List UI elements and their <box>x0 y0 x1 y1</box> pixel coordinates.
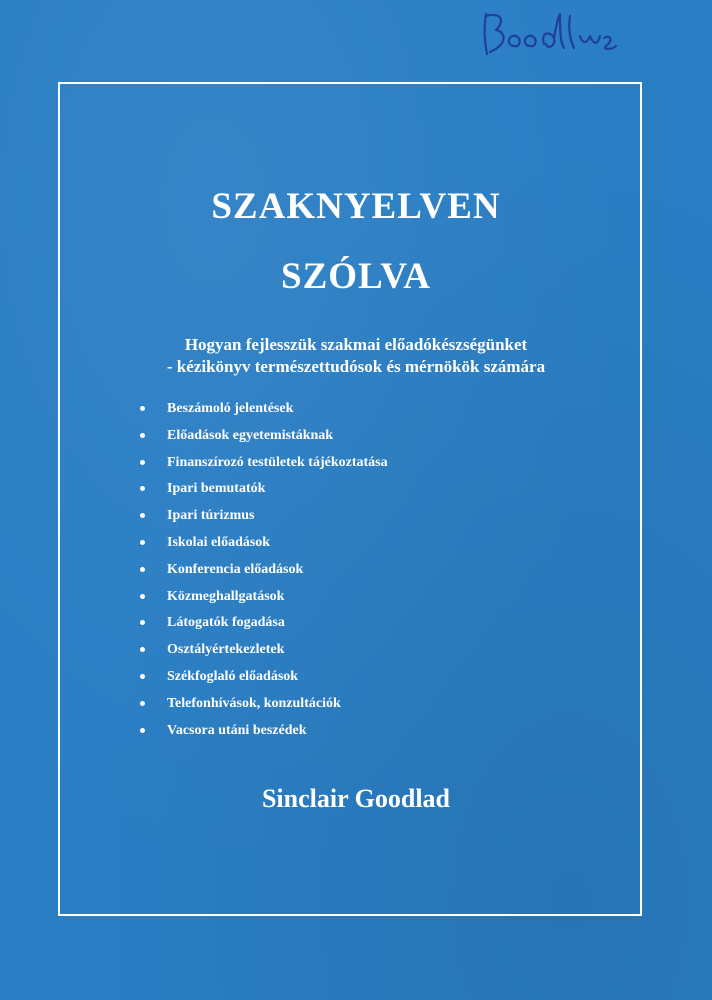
topics-list <box>140 398 388 746</box>
topic-label: Finanszírozó testületek tájékoztatása <box>167 454 388 470</box>
topic-label: Ipari bemutatók <box>167 481 266 497</box>
subtitle-line-1: Hogyan fejlesszük szakmai előadókészségünket <box>184 335 528 354</box>
topic-item <box>140 452 388 479</box>
bullet-icon <box>140 486 145 491</box>
topic-label: Székfoglaló előadások <box>167 668 299 684</box>
book-title-line-2: SZÓLVA <box>281 256 431 297</box>
handwritten-signature <box>478 6 618 68</box>
book-subtitle <box>0 334 712 378</box>
topic-label: Osztályértekezletek <box>167 642 285 658</box>
topic-item <box>140 532 388 559</box>
topic-item <box>140 639 388 666</box>
topic-item <box>140 559 388 586</box>
bullet-icon <box>140 406 145 411</box>
topic-label: Közmeghallgatások <box>167 588 285 604</box>
topic-item <box>140 505 388 532</box>
topic-label: Iskolai előadások <box>167 534 271 550</box>
topic-item <box>140 612 388 639</box>
bullet-icon <box>140 594 145 599</box>
topic-label: Beszámoló jelentések <box>167 401 294 416</box>
subtitle-line-2: - kézikönyv természettudósok és mérnökök számára <box>166 357 546 376</box>
bullet-icon <box>140 460 145 465</box>
topic-item <box>140 693 388 720</box>
bullet-icon <box>140 647 145 652</box>
bullet-icon <box>140 567 145 572</box>
topic-item <box>140 720 388 747</box>
bullet-icon <box>140 513 145 518</box>
topic-item <box>140 666 388 693</box>
author-name: Sinclair Goodlad <box>261 784 451 813</box>
bullet-icon <box>140 540 145 545</box>
bullet-icon <box>140 701 145 706</box>
bullet-icon <box>140 433 145 438</box>
topic-label: Vacsora utáni beszédek <box>167 722 307 738</box>
book-title-line-1: SZAKNYELVEN <box>211 186 501 227</box>
topic-label: Előadások egyetemistáknak <box>167 427 334 443</box>
topic-label: Konferencia előadások <box>167 561 304 577</box>
topic-label: Látogatók fogadása <box>167 615 285 631</box>
bullet-icon <box>140 674 145 679</box>
bullet-icon <box>140 728 145 733</box>
bullet-icon <box>140 620 145 625</box>
topic-item <box>140 425 388 452</box>
topic-item <box>140 586 388 613</box>
topic-label: Ipari túrizmus <box>167 508 255 524</box>
topic-item <box>140 478 388 505</box>
topic-item <box>140 398 388 425</box>
topic-label: Telefonhívások, konzultációk <box>167 695 341 711</box>
